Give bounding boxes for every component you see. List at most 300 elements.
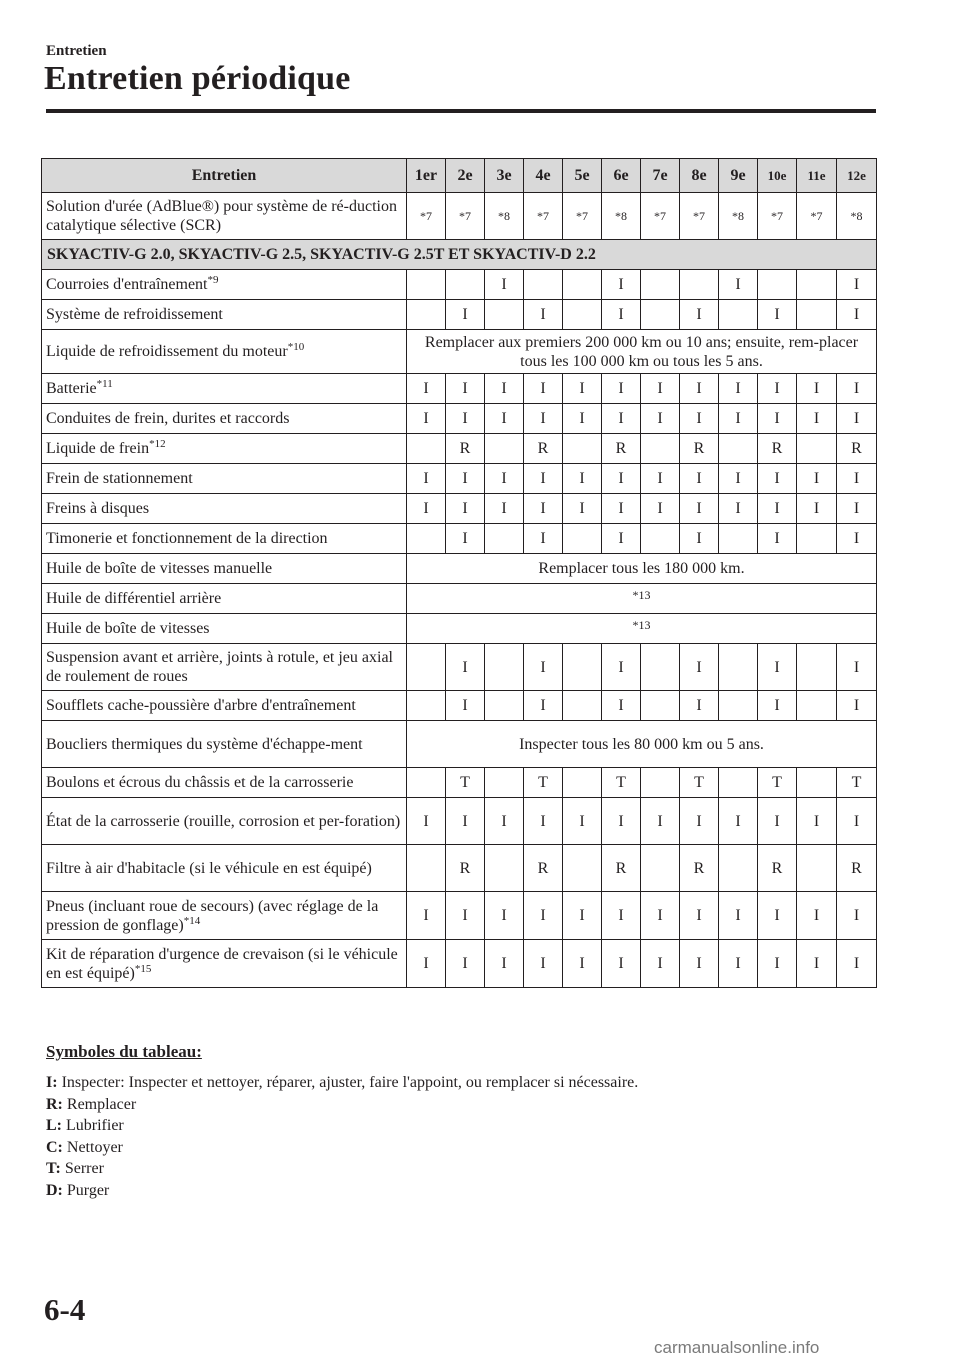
interval-cell: I (602, 644, 641, 691)
interval-note: *13 (407, 614, 877, 644)
interval-cell: I (602, 892, 641, 940)
page-number: 6-4 (44, 1292, 86, 1327)
interval-note: Remplacer aux premiers 200 000 km ou 10 ans; ensuite, rem-placer tous les 100 000 km ou tous les 5 ans. (407, 330, 877, 374)
column-header-interval: 11e (797, 159, 837, 193)
interval-cell: I (641, 494, 680, 524)
interval-cell: I (719, 404, 758, 434)
row-label-text: Boulons et écrous du châssis et de la carrosserie (46, 774, 354, 791)
table-body (42, 193, 877, 988)
column-header-interval: 10e (758, 159, 797, 193)
row-label (42, 644, 407, 691)
interval-cell: I (485, 892, 524, 940)
interval-cell: I (602, 300, 641, 330)
legend-text: Inspecter: Inspecter et nettoyer, réparer, ajuster, faire l'appoint, ou remplacer si nécessaire. (61, 1074, 639, 1091)
row-label (42, 614, 407, 644)
row-label (42, 940, 407, 988)
interval-cell (407, 644, 446, 691)
interval-cell: R (524, 845, 563, 892)
interval-cell (407, 768, 446, 798)
legend-text: Serrer (64, 1160, 104, 1177)
interval-cell (563, 434, 602, 464)
interval-cell (563, 300, 602, 330)
footnote-ref: *14 (183, 914, 201, 927)
page-title: Entretien périodique (44, 60, 351, 97)
interval-cell (485, 691, 524, 721)
interval-cell (719, 300, 758, 330)
interval-cell: I (524, 300, 563, 330)
legend-text: Purger (66, 1181, 110, 1199)
interval-cell: T (758, 768, 797, 798)
interval-cell: I (719, 940, 758, 988)
interval-cell (407, 845, 446, 892)
interval-cell (641, 524, 680, 554)
maintenance-schedule-table (41, 158, 877, 988)
interval-cell: R (602, 845, 641, 892)
column-header-interval: 2e (446, 159, 485, 193)
column-header-interval: 5e (563, 159, 602, 193)
interval-cell: I (563, 940, 602, 988)
interval-cell: I (524, 644, 563, 691)
table-row (42, 404, 877, 434)
interval-cell: T (446, 768, 485, 798)
interval-cell: *7 (563, 193, 602, 240)
interval-cell (797, 300, 837, 330)
interval-cell: I (407, 404, 446, 434)
interval-cell: I (485, 494, 524, 524)
table-row (42, 940, 877, 988)
interval-cell: I (719, 494, 758, 524)
interval-cell: I (837, 300, 877, 330)
interval-cell (446, 270, 485, 300)
interval-cell (407, 524, 446, 554)
interval-cell (485, 524, 524, 554)
column-header-entretien: Entretien (42, 159, 407, 193)
footnote-ref: *12 (149, 438, 166, 450)
interval-cell: I (837, 270, 877, 300)
interval-cell: R (446, 434, 485, 464)
interval-cell (485, 644, 524, 691)
interval-note: Remplacer tous les 180 000 km. (407, 554, 877, 584)
interval-cell: R (602, 434, 641, 464)
interval-cell: I (758, 524, 797, 554)
watermark: carmanualsonline.info (654, 1338, 820, 1357)
interval-cell: T (680, 768, 719, 798)
interval-cell: I (719, 270, 758, 300)
legend-key: L: (46, 1117, 62, 1134)
row-label-text: Suspension avant et arrière, joints à rotule, et jeu axial de roulement de roues (46, 649, 393, 685)
interval-cell: I (797, 374, 837, 404)
legend-item (46, 1072, 638, 1094)
row-label (42, 404, 407, 434)
interval-cell (719, 524, 758, 554)
interval-cell: I (524, 691, 563, 721)
legend-key: T: (46, 1160, 61, 1177)
interval-cell: I (797, 494, 837, 524)
row-label-text: Batterie (46, 380, 97, 397)
interval-cell: I (407, 798, 446, 845)
interval-cell: I (758, 940, 797, 988)
legend-key: C: (46, 1138, 63, 1156)
footnote-ref: *9 (207, 274, 219, 286)
interval-cell: *8 (719, 193, 758, 240)
row-label (42, 464, 407, 494)
interval-cell (407, 434, 446, 464)
row-label (42, 524, 407, 554)
row-label-text: Huile de boîte de vitesses (46, 620, 210, 637)
section-row (42, 240, 877, 270)
interval-cell: I (837, 940, 877, 988)
table-row (42, 554, 877, 584)
interval-cell: *7 (758, 193, 797, 240)
interval-cell: I (602, 691, 641, 721)
interval-cell: I (758, 404, 797, 434)
table-row (42, 193, 877, 240)
table-row (42, 464, 877, 494)
title-rule (46, 109, 876, 113)
interval-cell: I (563, 798, 602, 845)
interval-cell: I (407, 374, 446, 404)
interval-cell (641, 768, 680, 798)
interval-cell (563, 524, 602, 554)
table-row (42, 614, 877, 644)
interval-cell (524, 270, 563, 300)
interval-cell: *8 (485, 193, 524, 240)
interval-cell (680, 270, 719, 300)
interval-cell (719, 691, 758, 721)
interval-cell: I (446, 892, 485, 940)
interval-cell: I (563, 404, 602, 434)
row-label-text: Frein de stationnement (46, 470, 193, 487)
legend-text: Remplacer (66, 1095, 137, 1113)
legend-heading: Symboles du tableau: (46, 1042, 202, 1061)
interval-cell: I (446, 464, 485, 494)
row-label-text: Courroies d'entraînement (46, 276, 208, 293)
row-label (42, 193, 407, 240)
interval-cell: *8 (837, 193, 877, 240)
interval-cell: I (563, 892, 602, 940)
interval-cell: I (602, 494, 641, 524)
interval-cell: I (485, 798, 524, 845)
interval-cell: I (485, 464, 524, 494)
interval-cell: I (719, 374, 758, 404)
row-label (42, 300, 407, 330)
interval-cell: R (524, 434, 563, 464)
interval-cell: I (758, 644, 797, 691)
interval-cell: I (602, 524, 641, 554)
legend-key: I: (46, 1074, 58, 1091)
table-row (42, 494, 877, 524)
interval-cell: I (719, 464, 758, 494)
interval-cell: I (837, 798, 877, 845)
interval-cell: I (797, 404, 837, 434)
interval-cell: I (602, 270, 641, 300)
interval-cell: I (524, 404, 563, 434)
interval-cell (485, 845, 524, 892)
interval-cell: T (837, 768, 877, 798)
interval-cell: I (719, 798, 758, 845)
interval-cell: R (680, 845, 719, 892)
column-header-interval: 12e (837, 159, 877, 193)
interval-cell: I (680, 300, 719, 330)
table-row (42, 434, 877, 464)
interval-cell: I (563, 494, 602, 524)
row-label (42, 584, 407, 614)
row-label-text: Conduites de frein, durites et raccords (46, 410, 290, 427)
interval-cell: I (797, 798, 837, 845)
interval-cell: I (758, 374, 797, 404)
interval-cell: I (641, 464, 680, 494)
row-label (42, 494, 407, 524)
row-label-text: Timonerie et fonctionnement de la direction (46, 530, 328, 547)
table-row (42, 721, 877, 768)
table-row (42, 330, 877, 374)
column-header-interval: 3e (485, 159, 524, 193)
interval-cell (563, 691, 602, 721)
interval-cell: T (524, 768, 563, 798)
interval-cell: I (407, 892, 446, 940)
section-title: SKYACTIV-G 2.0, SKYACTIV-G 2.5, SKYACTIV-G 2.5T ET SKYACTIV-D 2.2 (42, 240, 877, 270)
table-row (42, 644, 877, 691)
table-row (42, 768, 877, 798)
interval-cell: R (837, 845, 877, 892)
row-label-text: Boucliers thermiques du système d'échappe-ment (46, 735, 363, 753)
legend-text: Lubrifier (66, 1117, 124, 1134)
interval-cell: I (446, 404, 485, 434)
interval-cell: I (446, 300, 485, 330)
interval-cell: I (680, 892, 719, 940)
interval-cell: T (602, 768, 641, 798)
interval-cell (407, 300, 446, 330)
interval-cell: I (797, 464, 837, 494)
interval-cell: I (446, 798, 485, 845)
interval-cell (797, 845, 837, 892)
interval-cell: I (680, 798, 719, 845)
interval-cell (758, 270, 797, 300)
interval-cell: I (641, 798, 680, 845)
interval-cell: *8 (602, 193, 641, 240)
table-row (42, 270, 877, 300)
row-label (42, 691, 407, 721)
table-row (42, 524, 877, 554)
interval-cell: I (680, 404, 719, 434)
interval-cell: I (446, 691, 485, 721)
interval-cell: *7 (407, 193, 446, 240)
interval-cell: I (837, 644, 877, 691)
interval-cell: I (680, 940, 719, 988)
interval-cell: I (641, 892, 680, 940)
legend-key: D: (46, 1181, 63, 1199)
interval-cell: R (758, 434, 797, 464)
interval-cell: *7 (446, 193, 485, 240)
legend-item (46, 1094, 638, 1116)
interval-cell: I (719, 892, 758, 940)
interval-cell: I (641, 374, 680, 404)
interval-note: *13 (407, 584, 877, 614)
interval-cell (485, 434, 524, 464)
interval-cell: I (446, 494, 485, 524)
row-label (42, 798, 407, 845)
row-label (42, 434, 407, 464)
interval-cell (641, 434, 680, 464)
interval-cell (719, 768, 758, 798)
interval-cell: I (797, 892, 837, 940)
interval-cell: R (758, 845, 797, 892)
interval-cell: I (485, 404, 524, 434)
column-header-interval: 7e (641, 159, 680, 193)
interval-cell: I (680, 494, 719, 524)
interval-cell: I (407, 940, 446, 988)
interval-cell: I (602, 798, 641, 845)
interval-cell (563, 270, 602, 300)
interval-cell (797, 270, 837, 300)
interval-cell (719, 845, 758, 892)
interval-cell: I (524, 524, 563, 554)
column-header-interval: 8e (680, 159, 719, 193)
row-label-text: Solution d'urée (AdBlue®) pour système de ré-duction catalytique sélective (SCR) (46, 198, 397, 234)
interval-cell: I (680, 464, 719, 494)
interval-cell: I (641, 404, 680, 434)
interval-cell: I (837, 691, 877, 721)
row-label-text: Liquide de frein (46, 440, 150, 457)
interval-cell (797, 691, 837, 721)
interval-cell: I (563, 464, 602, 494)
interval-cell: I (758, 691, 797, 721)
interval-cell: R (837, 434, 877, 464)
footnote-ref: *15 (134, 962, 152, 975)
interval-cell: I (837, 494, 877, 524)
interval-cell (797, 434, 837, 464)
interval-cell (563, 768, 602, 798)
row-label (42, 330, 407, 374)
interval-cell: *7 (524, 193, 563, 240)
table-row (42, 584, 877, 614)
interval-cell (641, 691, 680, 721)
interval-cell: I (563, 374, 602, 404)
interval-cell: I (758, 300, 797, 330)
interval-cell: I (602, 404, 641, 434)
interval-cell (641, 644, 680, 691)
interval-cell (641, 300, 680, 330)
column-header-interval: 4e (524, 159, 563, 193)
interval-cell: I (837, 524, 877, 554)
interval-cell: I (680, 374, 719, 404)
interval-cell (407, 270, 446, 300)
column-header-interval: 1er (407, 159, 446, 193)
interval-cell: I (758, 464, 797, 494)
interval-cell: I (485, 374, 524, 404)
interval-cell: I (837, 892, 877, 940)
interval-cell: I (524, 892, 563, 940)
interval-cell: I (602, 374, 641, 404)
row-label-text: Liquide de refroidissement du moteur (46, 343, 288, 360)
row-label-text: Freins à disques (46, 500, 150, 517)
row-label (42, 270, 407, 300)
interval-cell: I (680, 644, 719, 691)
row-label-text: Filtre à air d'habitacle (si le véhicule en est équipé) (46, 859, 372, 877)
interval-cell: I (837, 374, 877, 404)
section-label: Entretien (46, 43, 107, 59)
interval-cell: I (758, 892, 797, 940)
interval-cell: I (524, 374, 563, 404)
interval-note: Inspecter tous les 80 000 km ou 5 ans. (407, 721, 877, 768)
interval-cell: I (680, 691, 719, 721)
interval-cell: I (485, 270, 524, 300)
interval-cell (719, 644, 758, 691)
interval-cell: I (524, 494, 563, 524)
column-header-interval: 6e (602, 159, 641, 193)
row-label (42, 721, 407, 768)
interval-cell: R (446, 845, 485, 892)
interval-cell: I (446, 644, 485, 691)
footnote-ref: *11 (96, 378, 113, 390)
column-header-interval: 9e (719, 159, 758, 193)
legend-list (46, 1072, 638, 1201)
row-label (42, 768, 407, 798)
legend-item (46, 1180, 638, 1202)
interval-cell: R (680, 434, 719, 464)
interval-cell: I (485, 940, 524, 988)
interval-cell: I (407, 494, 446, 524)
table-row (42, 691, 877, 721)
table-header (42, 159, 877, 193)
interval-cell: I (680, 524, 719, 554)
footnote-ref: *10 (287, 341, 305, 353)
row-label (42, 374, 407, 404)
legend-item (46, 1115, 638, 1137)
interval-cell: I (524, 798, 563, 845)
interval-cell: *7 (797, 193, 837, 240)
table-row (42, 845, 877, 892)
interval-cell: I (758, 494, 797, 524)
row-label-text: Kit de réparation d'urgence de crevaison (si le véhicule en est équipé) (46, 945, 398, 982)
interval-cell (641, 270, 680, 300)
interval-cell (797, 768, 837, 798)
row-label-text: État de la carrosserie (rouille, corrosion et per-foration) (46, 812, 401, 830)
row-label-text: Huile de boîte de vitesses manuelle (46, 560, 273, 577)
interval-cell: I (602, 464, 641, 494)
interval-cell: I (524, 940, 563, 988)
row-label-text: Huile de différentiel arrière (46, 590, 222, 607)
interval-cell: I (407, 464, 446, 494)
legend-key: R: (46, 1095, 63, 1113)
interval-cell (563, 644, 602, 691)
interval-cell (797, 524, 837, 554)
legend-text: Nettoyer (66, 1138, 123, 1156)
interval-cell (485, 300, 524, 330)
table-row (42, 798, 877, 845)
interval-cell: I (758, 798, 797, 845)
row-label-text: Soufflets cache-poussière d'arbre d'entraînement (46, 697, 356, 714)
row-label (42, 845, 407, 892)
interval-cell (407, 691, 446, 721)
table-row (42, 300, 877, 330)
interval-cell (797, 644, 837, 691)
interval-cell: I (524, 464, 563, 494)
interval-cell: *7 (680, 193, 719, 240)
row-label (42, 554, 407, 584)
interval-cell (641, 845, 680, 892)
table-row (42, 374, 877, 404)
interval-cell: *7 (641, 193, 680, 240)
interval-cell: I (446, 374, 485, 404)
row-label-text: Pneus (incluant roue de secours) (avec réglage de la pression de gonflage) (46, 897, 379, 934)
interval-cell: I (446, 524, 485, 554)
legend-item (46, 1158, 638, 1180)
interval-cell: I (602, 940, 641, 988)
interval-cell (563, 845, 602, 892)
interval-cell: I (797, 940, 837, 988)
interval-cell: I (837, 404, 877, 434)
